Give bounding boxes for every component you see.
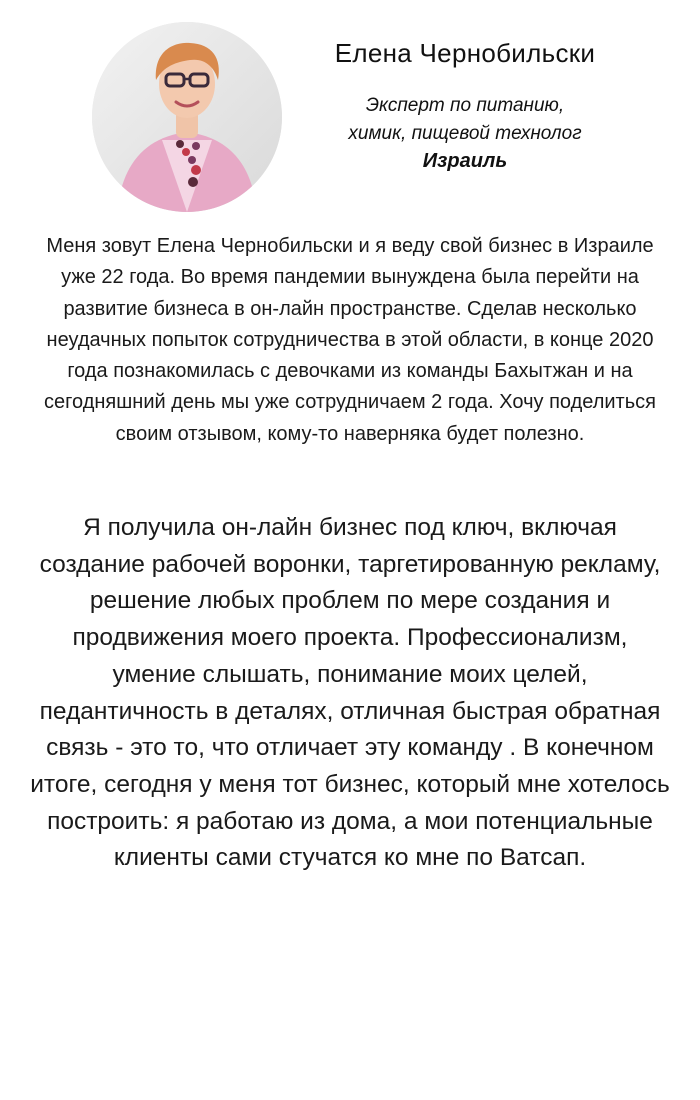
testimonial-review: Я получила он-лайн бизнес под ключ, включая создание рабочей воронки, таргетированную рекламу, решение любых проблем по мере создания и продвижения моего проекта. Профессионализм, умение слышать, понимание моих целей, педантичность в деталях, отличная быстрая обратная связь - это то, что отличает эту команду . В конечном итоге, сегодня у меня тот бизнес, который мне хотелось построить: я работаю из дома, а мои потенциальные клиенты сами стучатся ко мне по Ватсап. [30, 514, 670, 872]
person-name: Елена Чернобильски [334, 38, 596, 68]
avatar [92, 22, 282, 212]
person-role [300, 92, 630, 148]
person-country: Израиль [422, 150, 508, 172]
avatar-photo [92, 22, 282, 212]
testimonial-intro: Меня зовут Елена Чернобильски и я веду свой бизнес в Израиле уже 22 года. Во время пандемии вынуждена была перейти на развитие бизнеса в он-лайн пространстве. Сделав несколько неудачных попыток сотрудничества в этой области, в конце 2020 года познакомилась с девочками из команды Бахытжан и на сегодняшний день мы уже сотрудничаем 2 года. Хочу поделиться своим отзывом, кому-то наверняка будет полезно. [44, 235, 656, 445]
role-line-2: химик, пищевой технолог [348, 123, 582, 144]
role-line-1: Эксперт по питанию, [365, 95, 565, 116]
